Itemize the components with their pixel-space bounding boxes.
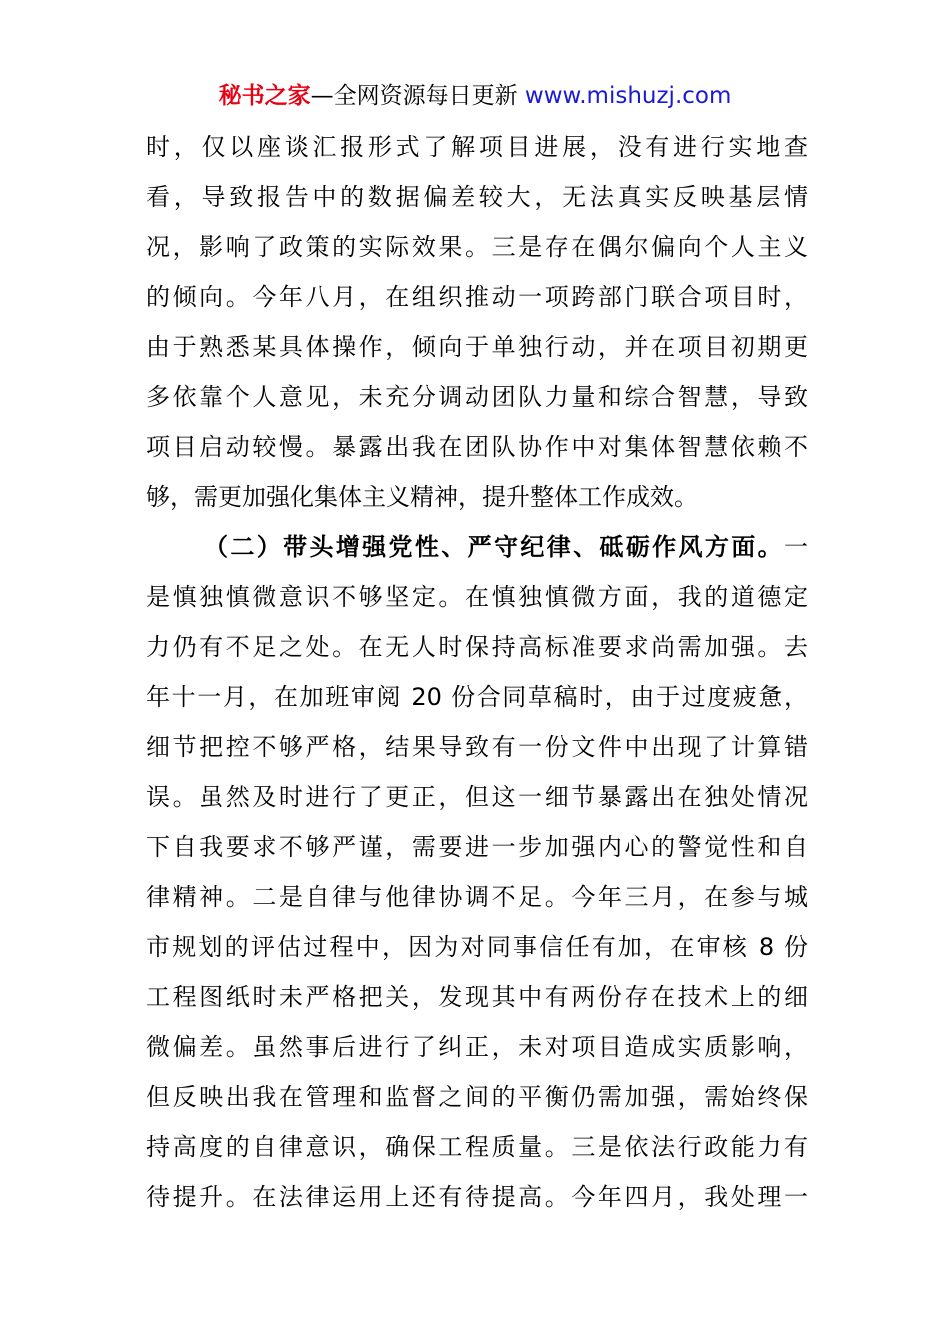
section-heading: （二）带头增强党性、严守纪律、砥砺作风方面。 [204,533,784,561]
paragraph-line: 细节把控不够严格，结果导致有一份文件中出现了计算错 [146,733,808,761]
paragraph-line: 况，影响了政策的实际效果。三是存在偶尔偏向个人主义 [146,233,808,261]
paragraph-line: 下自我要求不够严谨，需要进一步加强内心的警觉性和自 [146,833,808,861]
paragraph-line: 误。虽然及时进行了更正，但这一细节暴露出在独处情况 [146,783,808,811]
paragraph-line: 看，导致报告中的数据偏差较大，无法真实反映基层情 [146,183,808,211]
paragraph-line: 微偏差。虽然事后进行了纠正，未对项目造成实质影响， [146,1033,808,1061]
paragraph-line: 由于熟悉某具体操作，倾向于单独行动，并在项目初期更 [146,333,808,361]
page-header [0,78,950,114]
paragraph-line: 是慎独慎微意识不够坚定。在慎独慎微方面，我的道德定 [146,583,808,611]
paragraph-line: 待提升。在法律运用上还有待提高。今年四月，我处理一 [146,1183,808,1211]
paragraph-line: 多依靠个人意见，未充分调动团队力量和综合智慧，导致 [146,383,808,411]
paragraph-line: 工程图纸时未严格把关，发现其中有两份存在技术上的细 [146,983,808,1011]
section-heading-tail: 一 [784,533,808,561]
paragraph-line: 但反映出我在管理和监督之间的平衡仍需加强，需始终保 [146,1083,808,1111]
document-body [146,122,808,1222]
site-url[interactable]: www.mishuzj.com [524,83,732,109]
section-heading-line [146,522,808,572]
paragraph-line: 律精神。二是自律与他律协调不足。今年三月，在参与城 [146,883,808,911]
paragraph-line: 项目启动较慢。暴露出我在团队协作中对集体智慧依赖不 [146,433,808,461]
paragraph-line: 年十一月，在加班审阅 20 份合同草稿时，由于过度疲惫， [146,683,808,711]
header-tagline: —全网资源每日更新 [310,83,525,109]
paragraph-line: 市规划的评估过程中，因为对同事信任有加，在审核 8 份 [146,933,808,961]
paragraph-line: 够，需更加强化集体主义精神，提升整体工作成效。 [146,483,698,511]
paragraph-line: 时，仅以座谈汇报形式了解项目进展，没有进行实地查 [146,133,808,161]
paragraph-line: 力仍有不足之处。在无人时保持高标准要求尚需加强。去 [146,633,808,661]
paragraph-line: 持高度的自律意识，确保工程质量。三是依法行政能力有 [146,1133,808,1161]
paragraph-line: 的倾向。今年八月，在组织推动一项跨部门联合项目时， [146,283,808,311]
site-name: 秘书之家 [218,83,311,109]
